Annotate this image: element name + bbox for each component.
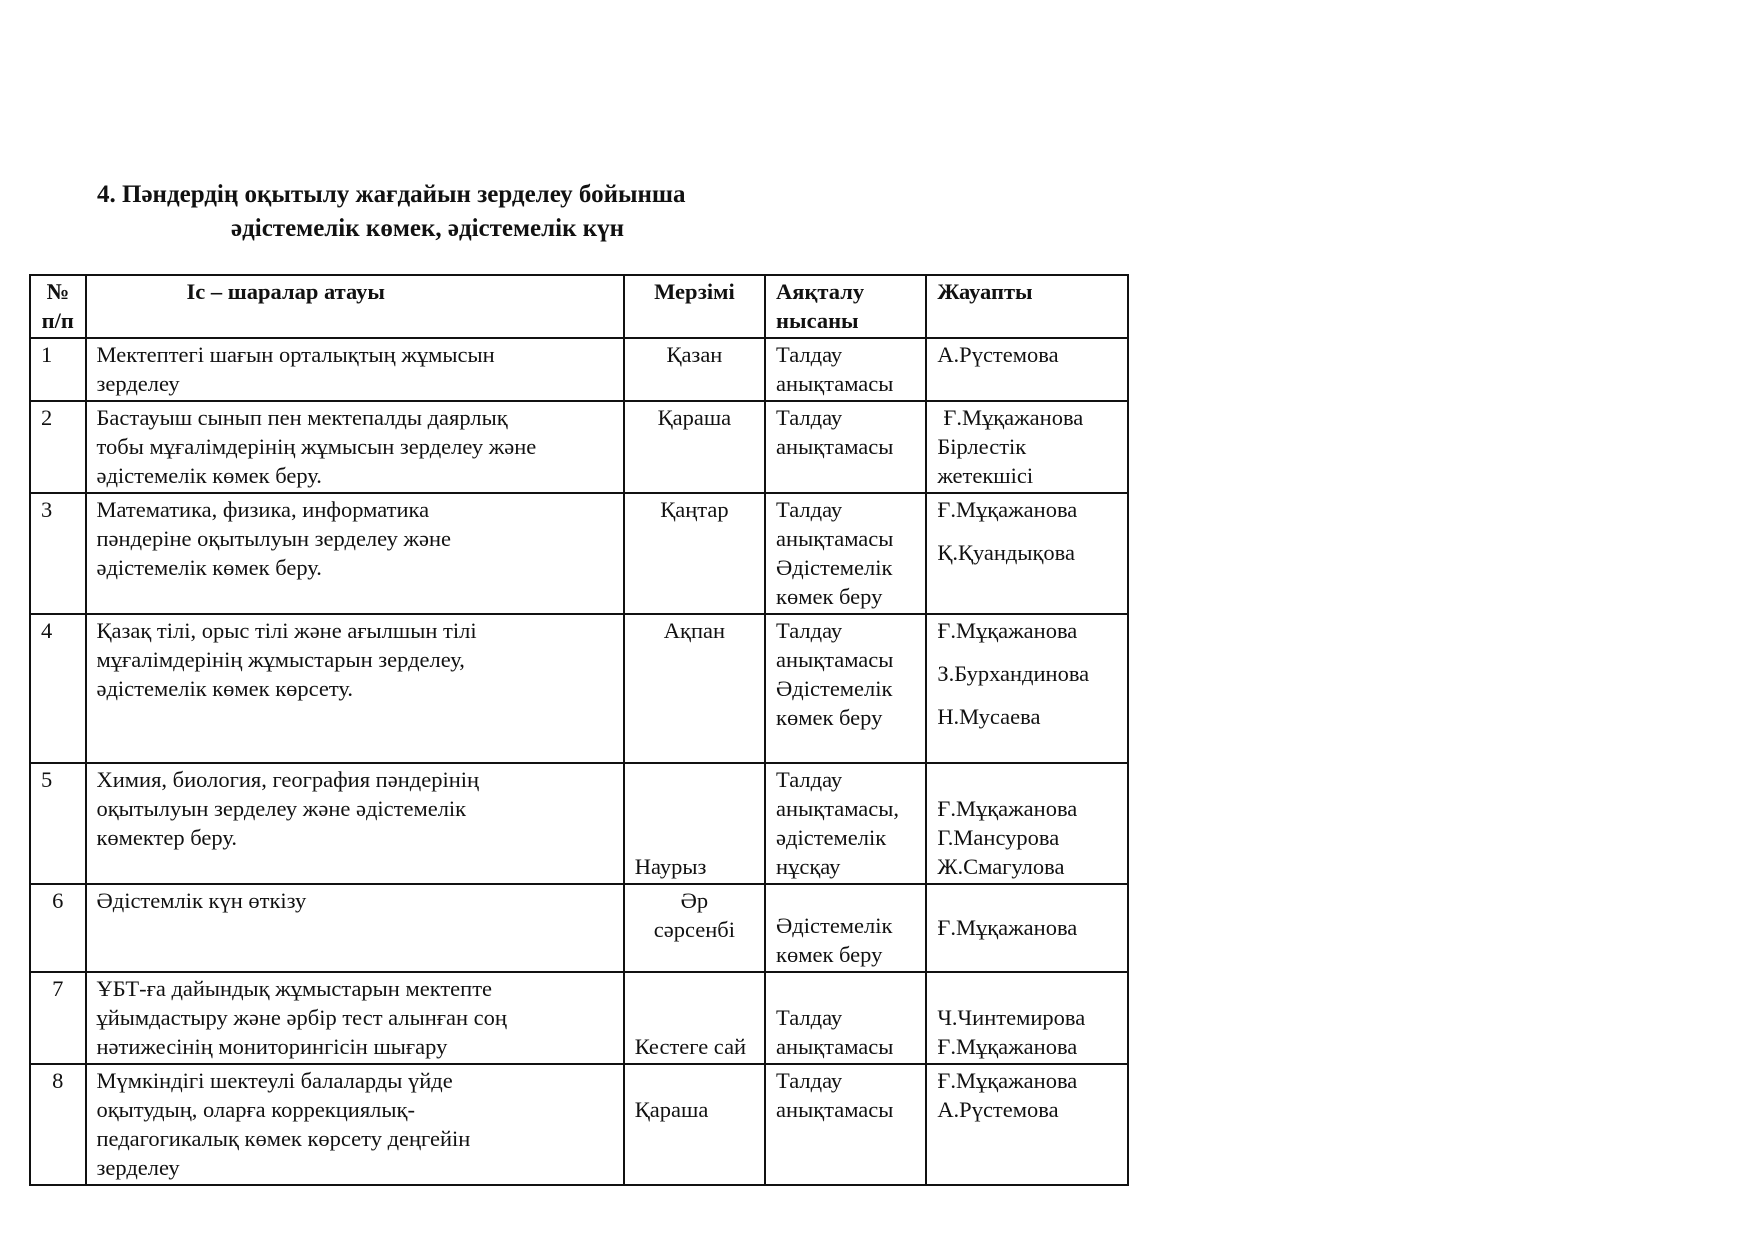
cell-deadline: Қазан xyxy=(624,338,765,401)
title-line-1: 4. Пәндердің оқытылу жағдайын зерделеу бойынша xyxy=(97,181,686,208)
cell-activity: Бастауыш сынып пен мектепалды даярлық тобы мұғалімдерінің жұмысын зерделеу және әдістемелік көмек беру. xyxy=(86,401,624,493)
cell-number: 3 xyxy=(30,493,86,614)
header-activity: Іс – шаралар атауы xyxy=(86,275,624,338)
table-row xyxy=(30,493,1128,614)
cell-number: 8 xyxy=(30,1064,86,1185)
cell-activity: Мектептегі шағын орталықтың жұмысын зерделеу xyxy=(86,338,624,401)
cell-activity: Әдістемлік күн өткізу xyxy=(86,884,624,972)
cell-form: Талдау анықтамасы xyxy=(765,1064,926,1185)
cell-number: 6 xyxy=(30,884,86,972)
cell-deadline: Қараша xyxy=(624,1064,765,1185)
table-row xyxy=(30,401,1128,493)
table-row xyxy=(30,884,1128,972)
cell-number: 1 xyxy=(30,338,86,401)
cell-responsible: А.Рүстемова xyxy=(926,338,1128,401)
cell-activity: Мүмкіндігі шектеулі балаларды үйде оқытудың, оларға коррекциялық- педагогикалық көмек көрсету деңгейін зерделеу xyxy=(86,1064,624,1185)
cell-form: Талдау анықтамасы Әдістемелік көмек беру xyxy=(765,614,926,763)
header-form: Аяқталу нысаны xyxy=(765,275,926,338)
cell-deadline: Әр сәрсенбі xyxy=(624,884,765,972)
cell-form: Талдау анықтамасы xyxy=(765,972,926,1064)
cell-form: Талдау анықтамасы xyxy=(765,338,926,401)
header-deadline: Мерзімі xyxy=(624,275,765,338)
cell-deadline: Қаңтар xyxy=(624,493,765,614)
header-responsible: Жауапты xyxy=(926,275,1128,338)
title-line-2: әдістемелік көмек, әдістемелік күн xyxy=(231,215,625,242)
table-row xyxy=(30,972,1128,1064)
cell-responsible: Ғ.Мұқажанова Бірлестік жетекшісі xyxy=(926,401,1128,493)
page-title xyxy=(97,178,686,246)
table-header-row xyxy=(30,275,1128,338)
cell-number: 4 xyxy=(30,614,86,763)
activities-table xyxy=(29,274,1129,1186)
cell-responsible: Ғ.Мұқажанова xyxy=(926,884,1128,972)
cell-deadline: Кестеге сай xyxy=(624,972,765,1064)
cell-deadline: Наурыз xyxy=(624,763,765,884)
cell-form: Әдістемелік көмек беру xyxy=(765,884,926,972)
cell-activity: ҰБТ-ға дайындық жұмыстарын мектепте ұйымдастыру және әрбір тест алынған соң нәтижесінің мониторингісін шығару xyxy=(86,972,624,1064)
cell-activity: Математика, физика, информатика пәндеріне оқытылуын зерделеу және әдістемелік көмек беру. xyxy=(86,493,624,614)
cell-responsible: Ғ.Мұқажанова А.Рүстемова xyxy=(926,1064,1128,1185)
cell-responsible: Ғ.Мұқажанова Г.Мансурова Ж.Смагулова xyxy=(926,763,1128,884)
table-row xyxy=(30,614,1128,763)
cell-number: 5 xyxy=(30,763,86,884)
cell-deadline: Ақпан xyxy=(624,614,765,763)
cell-activity: Қазақ тілі, орыс тілі және ағылшын тілі мұғалімдерінің жұмыстарын зерделеу, әдістемелік көмек көрсету. xyxy=(86,614,624,763)
cell-form: Талдау анықтамасы Әдістемелік көмек беру xyxy=(765,493,926,614)
cell-number: 7 xyxy=(30,972,86,1064)
table-row xyxy=(30,338,1128,401)
cell-deadline: Қараша xyxy=(624,401,765,493)
cell-number: 2 xyxy=(30,401,86,493)
cell-form: Талдау анықтамасы, әдістемелік нұсқау xyxy=(765,763,926,884)
header-number: № п/п xyxy=(30,275,86,338)
cell-activity: Химия, биология, география пәндерінің оқытылуын зерделеу және әдістемелік көмектер беру. xyxy=(86,763,624,884)
table-row xyxy=(30,1064,1128,1185)
cell-form: Талдау анықтамасы xyxy=(765,401,926,493)
cell-responsible: Ғ.Мұқажанова З.Бурхандинова Н.Мусаева xyxy=(926,614,1128,763)
cell-responsible: Ч.Чинтемирова Ғ.Мұқажанова xyxy=(926,972,1128,1064)
cell-responsible: Ғ.Мұқажанова Қ.Қуандықова xyxy=(926,493,1128,614)
table-row xyxy=(30,763,1128,884)
